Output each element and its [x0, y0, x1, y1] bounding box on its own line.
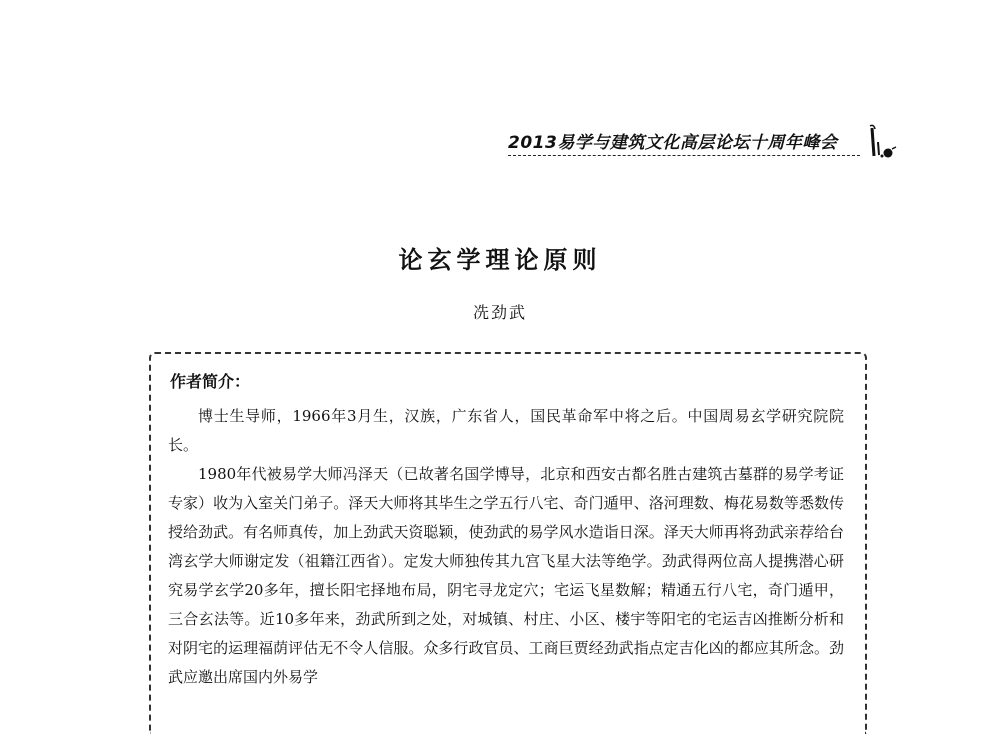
article-title: 论玄学理论原则	[398, 246, 602, 274]
conference-title: 2013易学与建筑文化高层论坛十周年峰会	[508, 133, 838, 153]
brush-ornament-icon	[866, 122, 898, 162]
bio-heading: 作者简介：	[170, 372, 251, 391]
author-name: 冼劲武	[472, 303, 527, 322]
header-dashed-rule	[508, 155, 860, 156]
bio-paragraph: 博士生导师，1966年3月生，汉族，广东省人，国民革命军中将之后。中国周易玄学研究院院长。	[168, 407, 844, 454]
bio-text	[168, 402, 844, 692]
running-header	[508, 128, 837, 153]
bio-paragraph: 1980年代被易学大师冯泽天（已故著名国学博导，北京和西安古都名胜古建筑古墓群的易学考证专家）收为入室关门弟子。泽天大师将其毕生之学五行八宅、奇门遁甲、洛河理数、梅花易数等悉数传授给劲武。有名师真传，加上劲武天资聪颖，使劲武的易学风水造诣日深。泽天大师再将劲武亲荐给台湾玄学大师谢定发（祖籍江西省）。定发大师独传其九宫飞星大法等绝学。劲武得两位高人提携潜心研究易学玄学20多年，擅长阳宅择地布局，阴宅寻龙定穴；宅运飞星数解；精通五行八宅，奇门遁甲，三合玄法等。近10多年来，劲武所到之处，对城镇、村庄、小区、楼宇等阳宅的宅运吉凶推断分析和对阴宅的运理福荫评估无不令人信服。众多行政官员、工商巨贾经劲武指点定吉化凶的都应其所念。劲武应邀出席国内外易学	[168, 465, 844, 686]
